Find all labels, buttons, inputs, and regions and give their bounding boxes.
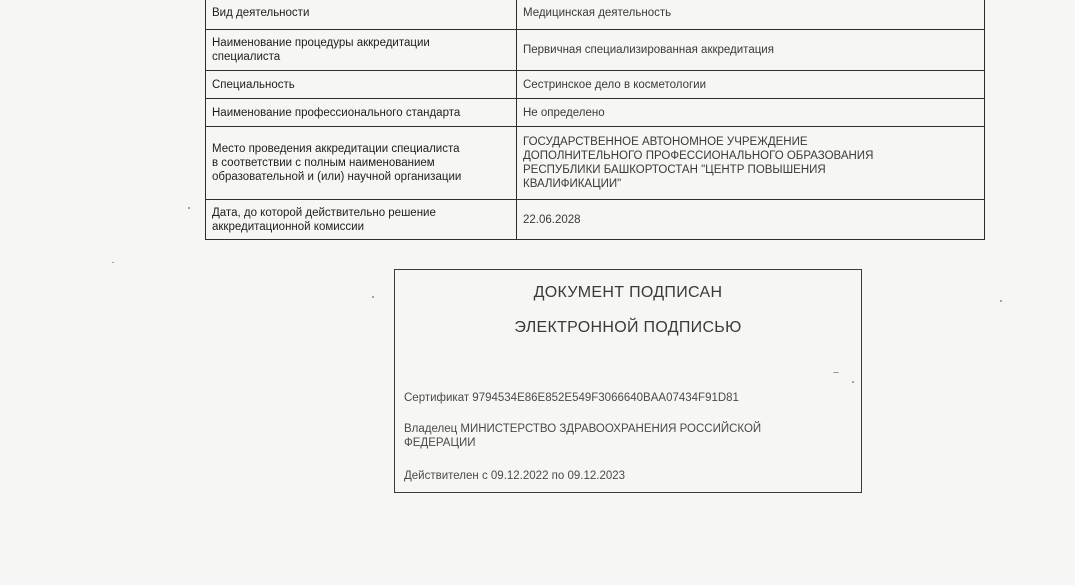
- row-value: Первичная специализированная аккредитация: [517, 30, 985, 71]
- table-row: [206, 30, 985, 71]
- table-row: [206, 200, 985, 240]
- row-label: Наименование профессионального стандарта: [206, 99, 517, 127]
- accreditation-table: [205, 0, 985, 240]
- scan-speck: [833, 372, 839, 373]
- row-value: Медицинская деятельность: [517, 0, 985, 30]
- table-row: [206, 0, 985, 30]
- table-row: [206, 99, 985, 127]
- scan-speck: [852, 381, 854, 383]
- stamp-title-line2: ЭЛЕКТРОННОЙ ПОДПИСЬЮ: [514, 319, 742, 336]
- row-label: Наименование процедуры аккредитации специалиста: [206, 30, 517, 71]
- table-row: [206, 71, 985, 99]
- scan-speck: [372, 296, 374, 298]
- row-value: 22.06.2028: [517, 200, 985, 240]
- scan-speck: [188, 207, 190, 209]
- electronic-signature-stamp: [394, 269, 862, 493]
- stamp-validity: Действителен с 09.12.2022 по 09.12.2023: [404, 470, 626, 482]
- table-row: [206, 127, 985, 200]
- scan-speck: [1000, 300, 1002, 302]
- row-label: Дата, до которой действительно решение аккредитационной комиссии: [206, 200, 517, 240]
- scan-speck: [112, 262, 114, 263]
- stamp-title-line1: ДОКУМЕНТ ПОДПИСАН: [533, 284, 723, 301]
- row-value: Сестринское дело в косметологии: [517, 71, 985, 99]
- row-value: ГОСУДАРСТВЕННОЕ АВТОНОМНОЕ УЧРЕЖДЕНИЕ ДОПОЛНИТЕЛЬНОГО ПРОФЕССИОНАЛЬНОГО ОБРАЗОВАНИЯ РЕСПУБЛИКИ БАШКОРТОСТАН "ЦЕНТР ПОВЫШЕНИЯ КВАЛИФИКАЦИИ": [517, 127, 985, 200]
- stamp-owner: Владелец МИНИСТЕРСТВО ЗДРАВООХРАНЕНИЯ РОССИЙСКОЙ ФЕДЕРАЦИИ: [404, 423, 762, 449]
- row-value: Не определено: [517, 99, 985, 127]
- row-label: Вид деятельности: [206, 0, 517, 30]
- row-label: Специальность: [206, 71, 517, 99]
- row-label: Место проведения аккредитации специалиста в соответствии с полным наименованием образовательной и (или) научной организации: [206, 127, 517, 200]
- stamp-certificate: Сертификат 9794534E86E852E549F3066640BAA07434F91D81: [404, 392, 739, 404]
